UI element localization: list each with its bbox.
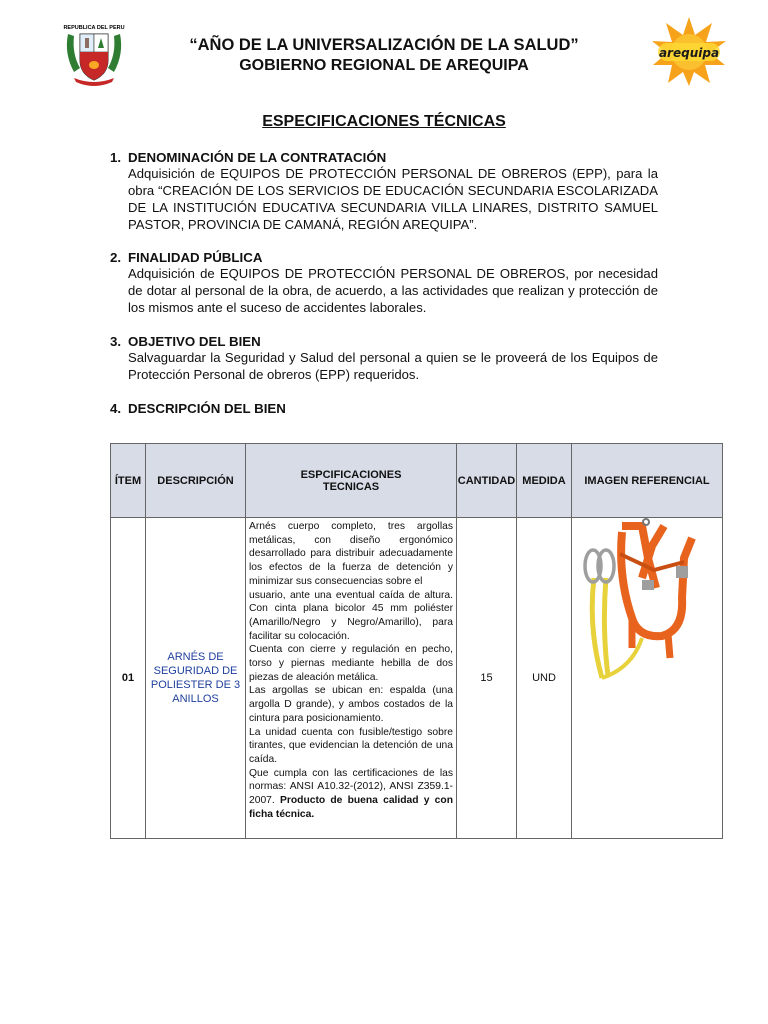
spec-paragraph: usuario, ante una eventual caída de altura. Con cinta plana bicolor 45 mm poliéster (Amarillo/Negro y Negro/Amarillo), para facilitar su colocación. — [249, 589, 453, 642]
header-quantity: CANTIDAD — [457, 444, 517, 518]
header-item: ÍTEM — [111, 444, 146, 518]
spec-paragraph: La unidad cuenta con fusible/testigo sobre tirantes, que evidencian la detención de una caída. — [249, 726, 453, 765]
row-description: ARNÉS DE SEGURIDAD DE POLIESTER DE 3 ANILLOS — [146, 518, 246, 839]
header-specifications — [246, 444, 457, 518]
row-unit: UND — [517, 518, 572, 839]
safety-harness-image — [572, 518, 722, 698]
header-description: DESCRIPCIÓN — [146, 444, 246, 518]
row-reference-image — [572, 518, 723, 839]
header-image: IMAGEN REFERENCIAL — [572, 444, 723, 518]
section-3-title: OBJETIVO DEL BIEN — [128, 334, 261, 349]
spec-paragraph: Cuenta con cierre y regulación en pecho, torso y piernas mediante hebilla de dos piezas de aleación metálica. — [249, 644, 453, 683]
row-item-number: 01 — [111, 518, 146, 839]
header-year-motto: “AÑO DE LA UNIVERSALIZACIÓN DE LA SALUD” — [189, 36, 579, 54]
section-4-heading — [110, 401, 286, 416]
row-specifications — [246, 518, 457, 839]
row-quantity: 15 — [457, 518, 517, 839]
document-title: ESPECIFICACIONES TÉCNICAS — [262, 113, 506, 130]
spec-certifications: Que cumpla con las certificaciones de las normas: ANSI A10.32-(2012), ANSI Z359.1-2007. — [249, 767, 453, 807]
logo-text: arequipa — [658, 46, 720, 60]
section-1-body: Adquisición de EQUIPOS DE PROTECCIÓN PERSONAL DE OBREROS (EPP), para la obra “CREACIÓN DE LOS SERVICIOS DE EDUCACIÓN SECUNDARIA ESCOLARIZADA DE LA INSTITUCIÓN EDUCATIVA SECUNDARIA VILLA LINARES, DISTRITO SAMUEL PASTOR, PROVINCIA DE CAMANÁ, REGIÓN AREQUIPA”. — [128, 166, 658, 232]
header-specifications-line2: TECNICAS — [322, 480, 380, 493]
section-2-heading — [110, 250, 262, 265]
spec-paragraph-last — [249, 767, 453, 822]
spec-paragraph: Arnés cuerpo completo, tres argollas metálicas, con diseño ergonómico desarrollado para distribuir adecuadamente los efectos de la fuerza de detención y minimizar sus consecuencias sobre el — [249, 521, 453, 587]
arequipa-sun-logo — [650, 15, 728, 87]
crest-caption: REPUBLICA DEL PERU — [63, 25, 125, 31]
table-header-row — [111, 444, 723, 518]
spec-quality-note: Producto de buena calidad y con ficha técnica. — [249, 795, 453, 820]
section-4-number: 4. — [110, 401, 122, 416]
header-government-name: GOBIERNO REGIONAL DE AREQUIPA — [239, 57, 529, 74]
section-2-body: Adquisición de EQUIPOS DE PROTECCIÓN PERSONAL DE OBREROS, por necesidad de dotar al personal de la obra, de acuerdo, a las actividades que realizan y protección de los mismos ante el suceso de accidentes laborales. — [128, 266, 658, 315]
section-1-heading — [110, 150, 386, 165]
header-specifications-line1: ESPCIFICACIONES — [300, 468, 402, 481]
section-4-title: DESCRIPCIÓN DEL BIEN — [128, 401, 286, 416]
spec-paragraph: Las argollas se ubican en: espalda (una argolla D grande), y ambos costados de la cintura para posicionamiento. — [249, 685, 453, 724]
section-3-number: 3. — [110, 334, 122, 349]
section-2-number: 2. — [110, 250, 122, 265]
section-1-number: 1. — [110, 150, 122, 165]
header-unit: MEDIDA — [517, 444, 572, 518]
section-1-title: DENOMINACIÓN DE LA CONTRATACIÓN — [128, 150, 387, 165]
section-2-title: FINALIDAD PÚBLICA — [128, 250, 263, 265]
specifications-table — [110, 443, 723, 839]
section-3-heading — [110, 334, 261, 349]
table-row — [111, 518, 723, 839]
section-3-body: Salvaguardar la Seguridad y Salud del personal a quien se le proveerá de los Equipos de Protección Personal de obreros (EPP) requeridos. — [128, 350, 658, 382]
